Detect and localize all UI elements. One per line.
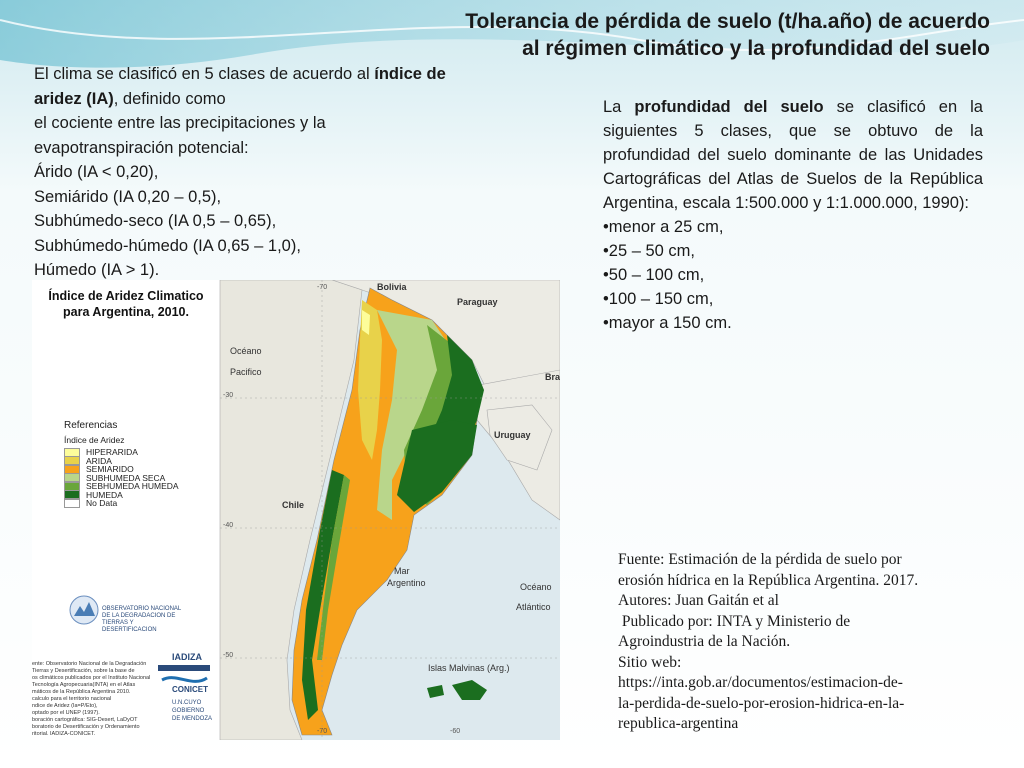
aridity-class-semiarido: Semiárido (IA 0,20 – 0,5), (34, 187, 222, 206)
aridity-class-arido: Árido (IA < 0,20), (34, 163, 159, 181)
soil-depth-bullet: •mayor a 150 cm. (603, 314, 732, 332)
map-title-line-1: Índice de Aridez Climatico (48, 289, 204, 303)
aridity-class-humedo: Húmedo (IA > 1). (34, 261, 160, 279)
aridity-line-3: el cociente entre las precipitaciones y la (34, 114, 326, 132)
soil-depth-paragraph (603, 95, 983, 215)
label-oceano-atlantico-1: Océano (520, 582, 552, 592)
aridity-line-1 (34, 62, 484, 87)
label-chile: Chile (282, 500, 305, 510)
iadiza-bar (158, 665, 210, 671)
observatorio-logo-text: OBSERVATORIO NACIONAL DE LA DEGRADACION DE TIERRAS Y DESERTIFICACION (102, 606, 182, 633)
label-bolivia: Bolivia (377, 282, 407, 292)
source-line: Publicado por: INTA y Ministerio de (618, 612, 851, 630)
legend-subtitle: Índice de Aridez (64, 435, 125, 445)
soil-depth-bullet: •100 – 150 cm, (603, 290, 714, 308)
legend-label: SEBHUMEDA HUMEDA (86, 481, 179, 492)
label-oceano-pacifico-2: Pacifico (230, 367, 262, 377)
tick-lat-50: -50 (223, 652, 234, 659)
source-line: Agroindustria de la Nación. (618, 633, 791, 650)
legend-title: Referencias (64, 420, 118, 431)
tick-lon-top: -70 (317, 284, 328, 291)
label-brasil: Bra (545, 372, 560, 382)
soil-depth-pre: La (603, 98, 635, 116)
uncuyo-logo-text-2: GOBIERNO (172, 708, 205, 714)
tick-lon-bottom-70: -70 (317, 728, 328, 735)
credit-line: Tierras y Desertificación, sobre la base de (32, 668, 135, 674)
source-line: Autores: Juan Gaitán et al (618, 592, 779, 609)
credit-line: boratorio de Desertificación y Ordenamiento (32, 724, 140, 730)
aridity-ia-bold: aridez (IA) (34, 89, 114, 108)
soil-depth-post: se clasificó en la siguientes 5 clases, que se obtuvo de la profundidad del suelo dominante de las Unidades Cartográficas del Atlas de Suelos de la República Argentina, escala 1:500.000 y 1:1.000.000, 1990): (603, 98, 983, 212)
source-url-line: la-perdida-de-suelo-por-erosion-hidrica-en-la- (618, 694, 905, 712)
source-url-line: https://inta.gob.ar/documentos/estimacion-de- (618, 674, 903, 691)
aridity-map (32, 280, 560, 740)
aridity-class-subhumedo-humedo: Subhúmedo-húmedo (IA 0,65 – 1,0), (34, 236, 301, 255)
source-line: Sitio web: (618, 653, 682, 671)
legend-label: HIPERARIDA (86, 447, 138, 458)
credit-line: máticos de la República Argentina 2010. (32, 689, 131, 695)
credit-line: calculo para el territorio nacional (32, 696, 112, 702)
iadiza-logo-text: IADIZA (172, 652, 202, 662)
soil-depth-bullet: •50 – 100 cm, (603, 266, 705, 284)
credit-line: ente: Observatorio Nacional de la Degradación (32, 661, 147, 667)
title-line-1: Tolerancia de pérdida de suelo (t/ha.año) de acuerdo (465, 10, 990, 33)
label-paraguay: Paraguay (457, 297, 498, 307)
legend-swatch (64, 499, 80, 508)
soil-depth-bold: profundidad del suelo (634, 98, 824, 116)
legend-label: HUMEDA (86, 489, 123, 500)
label-mar-argentino-1: Mar (394, 566, 410, 576)
uncuyo-logo-text-1: U.N.CUYO (172, 700, 202, 706)
conicet-logo-text: CONICET (172, 685, 208, 694)
legend-rows (64, 448, 214, 508)
label-mar-argentino-2: Argentino (387, 578, 426, 588)
credit-line: os climáticos publicados por el Instituto Nacional (32, 675, 151, 681)
slide-title (300, 8, 990, 62)
credit-line: ndice de Aridez (Ia=P/Eto), (32, 703, 98, 709)
aridity-line-2-text: , definido como (113, 89, 226, 108)
label-oceano-atlantico-2: Atlántico (516, 602, 551, 612)
aridity-class-subhumedo-seco: Subhúmedo-seco (IA 0,5 – 0,65), (34, 212, 277, 230)
source-line: Fuente: Estimación de la pérdida de suelo por (618, 551, 902, 568)
credit-line: boración cartográfica: SIG-Desert, LaDyOT (32, 717, 138, 723)
observatorio-logo-icon (70, 596, 98, 624)
map-title-line-2: para Argentina, 2010. (63, 305, 189, 319)
legend-label: No Data (86, 498, 118, 509)
legend-label: SUBHUMEDA SECA (86, 472, 166, 483)
source-citation (618, 550, 998, 735)
map-title (36, 288, 216, 320)
aridity-description (34, 62, 484, 283)
soil-depth-bullet: •menor a 25 cm, (603, 218, 724, 236)
legend-label: ARIDA (86, 455, 112, 466)
source-url-line: republica-argentina (618, 715, 739, 732)
conicet-logo-mark (162, 678, 207, 682)
soil-depth-bullet: •25 – 50 cm, (603, 242, 695, 260)
tick-lon-bottom-60: -60 (450, 728, 461, 735)
title-line-2: al régimen climático y la profundidad del suelo (522, 37, 990, 60)
map-credits (32, 661, 157, 738)
soil-depth-description (603, 95, 983, 335)
legend-item (64, 499, 214, 508)
uncuyo-logo-text-3: DE MENDOZA (172, 716, 213, 722)
tick-lat-30: -30 (223, 392, 234, 399)
label-oceano-pacifico-1: Océano (230, 346, 262, 356)
source-line: erosión hídrica en la República Argentina. 2017. (618, 571, 919, 589)
label-islas-malvinas: Islas Malvinas (Arg.) (428, 663, 510, 673)
label-uruguay: Uruguay (494, 430, 531, 440)
legend-label: SEMIARIDO (86, 464, 134, 475)
map-legend (64, 420, 214, 508)
aridity-line-1-text: El clima se clasificó en 5 clases de acuerdo al (34, 65, 375, 83)
credit-line: Tecnología Agropecuaria(INTA) en el Atlas (32, 682, 136, 688)
aridity-line-4: evapotranspiración potencial: (34, 138, 249, 157)
credit-line: optado por el UNEP (1997). (32, 710, 100, 716)
aridity-line-2 (34, 87, 484, 112)
credit-line: ritorial. IADIZA-CONICET. (32, 731, 96, 737)
tick-lat-40: -40 (223, 522, 234, 529)
aridity-index-bold: índice de (374, 65, 446, 83)
